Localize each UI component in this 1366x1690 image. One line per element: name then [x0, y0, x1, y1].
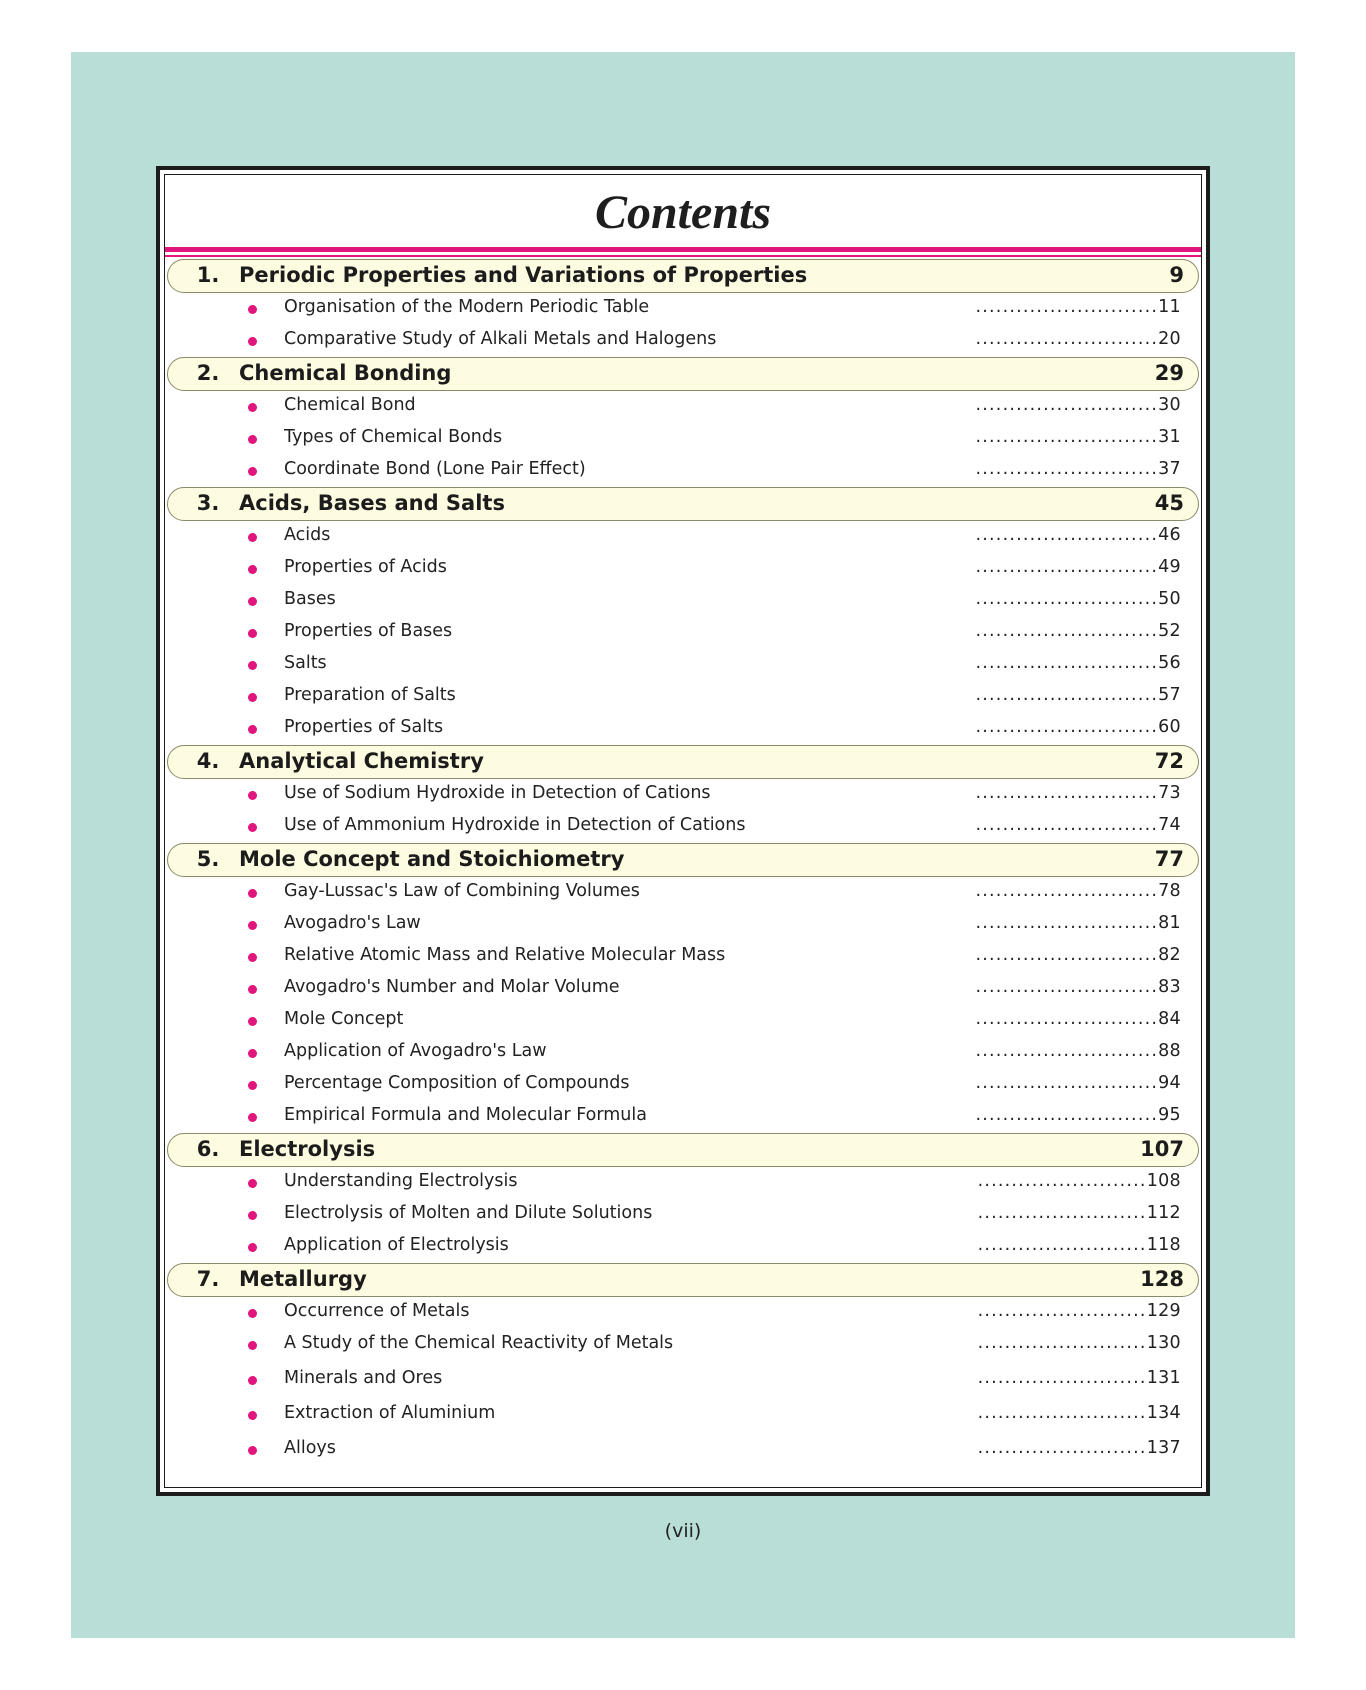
topic-row[interactable] [165, 325, 1201, 357]
bullet-icon [248, 1243, 257, 1252]
dot-leader: ........................... [975, 1105, 1159, 1125]
topic-page-number: 56 [1158, 653, 1181, 673]
dot-leader: ........................... [975, 459, 1159, 479]
topic-row[interactable] [165, 553, 1201, 585]
title-rule-thin [165, 255, 1201, 257]
dot-leader: ........................... [975, 329, 1159, 349]
topic-page [978, 1403, 1181, 1423]
topic-row[interactable] [165, 455, 1201, 487]
bullet-icon [248, 725, 257, 734]
topic-page [976, 329, 1181, 349]
bullet-icon [248, 1049, 257, 1058]
topic-page [976, 977, 1181, 997]
topic-row[interactable] [165, 391, 1201, 423]
bullet-icon [248, 889, 257, 898]
topic-page-number: 52 [1158, 621, 1181, 641]
topic-page-number: 131 [1146, 1368, 1181, 1388]
bullet-icon [248, 305, 257, 314]
bullet-icon [248, 1179, 257, 1188]
topic-row[interactable] [165, 877, 1201, 909]
topic-page-number: 50 [1158, 589, 1181, 609]
chapter-page: 29 [1154, 361, 1184, 385]
topic-row[interactable] [165, 779, 1201, 811]
chapter-number: 2. [196, 361, 220, 385]
topic-title: Properties of Salts [284, 717, 444, 737]
topic-row[interactable] [165, 521, 1201, 553]
topic-row[interactable] [165, 1297, 1201, 1329]
dot-leader: ........................... [975, 1073, 1159, 1093]
chapter-title: Periodic Properties and Variations of Properties [239, 263, 808, 287]
topic-title: Avogadro's Law [284, 913, 421, 933]
chapter-page: 77 [1154, 847, 1184, 871]
topic-page [976, 395, 1181, 415]
topic-page-number: 74 [1158, 815, 1181, 835]
topic-title: Organisation of the Modern Periodic Table [284, 297, 650, 317]
topic-title: Chemical Bond [284, 395, 416, 415]
topic-page-number: 83 [1158, 977, 1181, 997]
topic-page-number: 30 [1158, 395, 1181, 415]
topic-page-number: 82 [1158, 945, 1181, 965]
chapter-row[interactable] [167, 357, 1199, 391]
topic-page [976, 297, 1181, 317]
topic-page [976, 557, 1181, 577]
topic-title: A Study of the Chemical Reactivity of Metals [284, 1333, 674, 1353]
bullet-icon [248, 467, 257, 476]
topic-title: Alloys [284, 1438, 336, 1458]
topic-title: Use of Ammonium Hydroxide in Detection of Cations [284, 815, 746, 835]
dot-leader: ......................... [977, 1301, 1147, 1321]
dot-leader: ........................... [975, 297, 1159, 317]
topic-page [976, 1073, 1181, 1093]
bullet-icon [248, 403, 257, 412]
topic-row[interactable] [165, 941, 1201, 973]
topic-row[interactable] [165, 1434, 1201, 1469]
bullet-icon [248, 337, 257, 346]
topic-page-number: 78 [1158, 881, 1181, 901]
topic-row[interactable] [165, 713, 1201, 745]
chapter-page: 9 [1169, 263, 1184, 287]
topic-page-number: 118 [1146, 1235, 1181, 1255]
dot-leader: ......................... [977, 1333, 1147, 1353]
topic-page [978, 1368, 1181, 1388]
topic-title: Relative Atomic Mass and Relative Molecular Mass [284, 945, 726, 965]
chapter-title: Acids, Bases and Salts [239, 491, 505, 515]
topic-page [976, 1009, 1181, 1029]
chapter-title: Metallurgy [239, 1267, 367, 1291]
topic-row[interactable] [165, 293, 1201, 325]
topic-row[interactable] [165, 1364, 1201, 1399]
bullet-icon [248, 1113, 257, 1122]
topic-page [976, 815, 1181, 835]
bullet-icon [248, 629, 257, 638]
topic-page [976, 427, 1181, 447]
topic-page [978, 1333, 1181, 1353]
topic-page [978, 1301, 1181, 1321]
chapter-row[interactable] [167, 1263, 1199, 1297]
topic-title: Avogadro's Number and Molar Volume [284, 977, 620, 997]
bullet-icon [248, 693, 257, 702]
topic-row[interactable] [165, 1005, 1201, 1037]
page-title: Contents [594, 186, 772, 239]
dot-leader: ........................... [975, 945, 1159, 965]
topic-page [976, 783, 1181, 803]
bullet-icon [248, 823, 257, 832]
topic-row[interactable] [165, 585, 1201, 617]
topic-page-number: 88 [1158, 1041, 1181, 1061]
dot-leader: ........................... [975, 881, 1159, 901]
topic-page-number: 129 [1146, 1301, 1181, 1321]
dot-leader: ........................... [975, 685, 1159, 705]
topic-page [978, 1438, 1181, 1458]
chapter-number: 4. [196, 749, 220, 773]
topic-title: Properties of Bases [284, 621, 453, 641]
dot-leader: ........................... [975, 395, 1159, 415]
topic-page-number: 134 [1146, 1403, 1181, 1423]
dot-leader: ......................... [977, 1403, 1147, 1423]
bullet-icon [248, 435, 257, 444]
dot-leader: ........................... [975, 557, 1159, 577]
topic-page [976, 913, 1181, 933]
topic-row[interactable] [165, 1037, 1201, 1069]
topic-page [976, 653, 1181, 673]
topic-title: Types of Chemical Bonds [284, 427, 503, 447]
dot-leader: ........................... [975, 525, 1159, 545]
chapter-number: 5. [196, 847, 220, 871]
topic-title: Electrolysis of Molten and Dilute Solutions [284, 1203, 653, 1223]
topic-page-number: 73 [1158, 783, 1181, 803]
chapter-title: Mole Concept and Stoichiometry [239, 847, 625, 871]
table-of-contents [165, 259, 1201, 1469]
chapter-page: 128 [1140, 1267, 1184, 1291]
topic-title: Preparation of Salts [284, 685, 456, 705]
chapter-row[interactable] [167, 745, 1199, 779]
topic-title: Salts [284, 653, 327, 673]
topic-page-number: 81 [1158, 913, 1181, 933]
dot-leader: ........................... [975, 717, 1159, 737]
topic-row[interactable] [165, 1101, 1201, 1133]
topic-page-number: 49 [1158, 557, 1181, 577]
topic-page [976, 525, 1181, 545]
chapter-row[interactable] [167, 843, 1199, 877]
topic-title: Properties of Acids [284, 557, 447, 577]
topic-page-number: 130 [1146, 1333, 1181, 1353]
dot-leader: ........................... [975, 913, 1159, 933]
bullet-icon [248, 533, 257, 542]
topic-title: Minerals and Ores [284, 1368, 443, 1388]
topic-page-number: 20 [1158, 329, 1181, 349]
topic-row[interactable] [165, 1329, 1201, 1364]
topic-row[interactable] [165, 649, 1201, 681]
bullet-icon [248, 565, 257, 574]
topic-page [978, 1203, 1181, 1223]
dot-leader: ......................... [977, 1171, 1147, 1191]
topic-page-number: 137 [1146, 1438, 1181, 1458]
dot-leader: ......................... [977, 1438, 1147, 1458]
topic-row[interactable] [165, 909, 1201, 941]
chapter-page: 107 [1140, 1137, 1184, 1161]
dot-leader: ........................... [975, 1009, 1159, 1029]
topic-page [976, 1041, 1181, 1061]
bullet-icon [248, 1211, 257, 1220]
dot-leader: ........................... [975, 427, 1159, 447]
page-number: (vii) [664, 1520, 702, 1542]
dot-leader: ........................... [975, 783, 1159, 803]
topic-page [976, 621, 1181, 641]
chapter-title: Chemical Bonding [239, 361, 452, 385]
topic-row[interactable] [165, 423, 1201, 455]
topic-title: Acids [284, 525, 331, 545]
dot-leader: ........................... [975, 621, 1159, 641]
topic-row[interactable] [165, 1231, 1201, 1263]
dot-leader: ......................... [977, 1368, 1147, 1388]
chapter-page: 72 [1154, 749, 1184, 773]
topic-row[interactable] [165, 973, 1201, 1005]
chapter-title: Electrolysis [239, 1137, 376, 1161]
topic-row[interactable] [165, 681, 1201, 713]
topic-page [976, 459, 1181, 479]
topic-row[interactable] [165, 1167, 1201, 1199]
bullet-icon [248, 1446, 257, 1455]
dot-leader: ........................... [975, 589, 1159, 609]
bullet-icon [248, 597, 257, 606]
chapter-row[interactable] [167, 487, 1199, 521]
topic-page [976, 717, 1181, 737]
topic-page [976, 881, 1181, 901]
topic-page [976, 945, 1181, 965]
bullet-icon [248, 1081, 257, 1090]
topic-title: Application of Electrolysis [284, 1235, 509, 1255]
topic-page [976, 589, 1181, 609]
topic-title: Empirical Formula and Molecular Formula [284, 1105, 647, 1125]
dot-leader: ........................... [975, 815, 1159, 835]
topic-title: Percentage Composition of Compounds [284, 1073, 630, 1093]
topic-page-number: 11 [1158, 297, 1181, 317]
bullet-icon [248, 921, 257, 930]
chapter-number: 1. [196, 263, 220, 287]
bullet-icon [248, 1017, 257, 1026]
chapter-number: 6. [196, 1137, 220, 1161]
dot-leader: ......................... [977, 1235, 1147, 1255]
topic-title: Coordinate Bond (Lone Pair Effect) [284, 459, 586, 479]
topic-page-number: 31 [1158, 427, 1181, 447]
dot-leader: ........................... [975, 653, 1159, 673]
topic-row[interactable] [165, 1399, 1201, 1434]
chapter-row[interactable] [167, 259, 1199, 293]
dot-leader: ........................... [975, 1041, 1159, 1061]
bullet-icon [248, 1411, 257, 1420]
topic-title: Bases [284, 589, 336, 609]
topic-title: Comparative Study of Alkali Metals and Halogens [284, 329, 717, 349]
title-rule-thick [165, 247, 1201, 252]
contents-frame [156, 166, 1210, 1496]
topic-page-number: 46 [1158, 525, 1181, 545]
chapter-number: 3. [196, 491, 220, 515]
topic-page-number: 37 [1158, 459, 1181, 479]
bullet-icon [248, 985, 257, 994]
bullet-icon [248, 1376, 257, 1385]
topic-title: Gay-Lussac's Law of Combining Volumes [284, 881, 640, 901]
topic-page [978, 1235, 1181, 1255]
topic-page [978, 1171, 1181, 1191]
contents-frame-inner [164, 174, 1202, 1488]
bullet-icon [248, 791, 257, 800]
chapter-title: Analytical Chemistry [239, 749, 484, 773]
dot-leader: ........................... [975, 977, 1159, 997]
bullet-icon [248, 1309, 257, 1318]
topic-row[interactable] [165, 617, 1201, 649]
topic-title: Understanding Electrolysis [284, 1171, 518, 1191]
topic-page-number: 108 [1146, 1171, 1181, 1191]
topic-page-number: 95 [1158, 1105, 1181, 1125]
bullet-icon [248, 661, 257, 670]
topic-row[interactable] [165, 1069, 1201, 1101]
topic-page-number: 94 [1158, 1073, 1181, 1093]
chapter-page: 45 [1154, 491, 1184, 515]
topic-page [976, 1105, 1181, 1125]
topic-page-number: 60 [1158, 717, 1181, 737]
chapter-row[interactable] [167, 1133, 1199, 1167]
topic-title: Extraction of Aluminium [284, 1403, 496, 1423]
dot-leader: ......................... [977, 1203, 1147, 1223]
topic-title: Application of Avogadro's Law [284, 1041, 547, 1061]
topic-row[interactable] [165, 811, 1201, 843]
topic-title: Occurrence of Metals [284, 1301, 470, 1321]
topic-title: Mole Concept [284, 1009, 404, 1029]
topic-title: Use of Sodium Hydroxide in Detection of Cations [284, 783, 711, 803]
topic-page [976, 685, 1181, 705]
topic-page-number: 57 [1158, 685, 1181, 705]
topic-page-number: 112 [1146, 1203, 1181, 1223]
bullet-icon [248, 953, 257, 962]
topic-page-number: 84 [1158, 1009, 1181, 1029]
topic-row[interactable] [165, 1199, 1201, 1231]
bullet-icon [248, 1341, 257, 1350]
chapter-number: 7. [196, 1267, 220, 1291]
